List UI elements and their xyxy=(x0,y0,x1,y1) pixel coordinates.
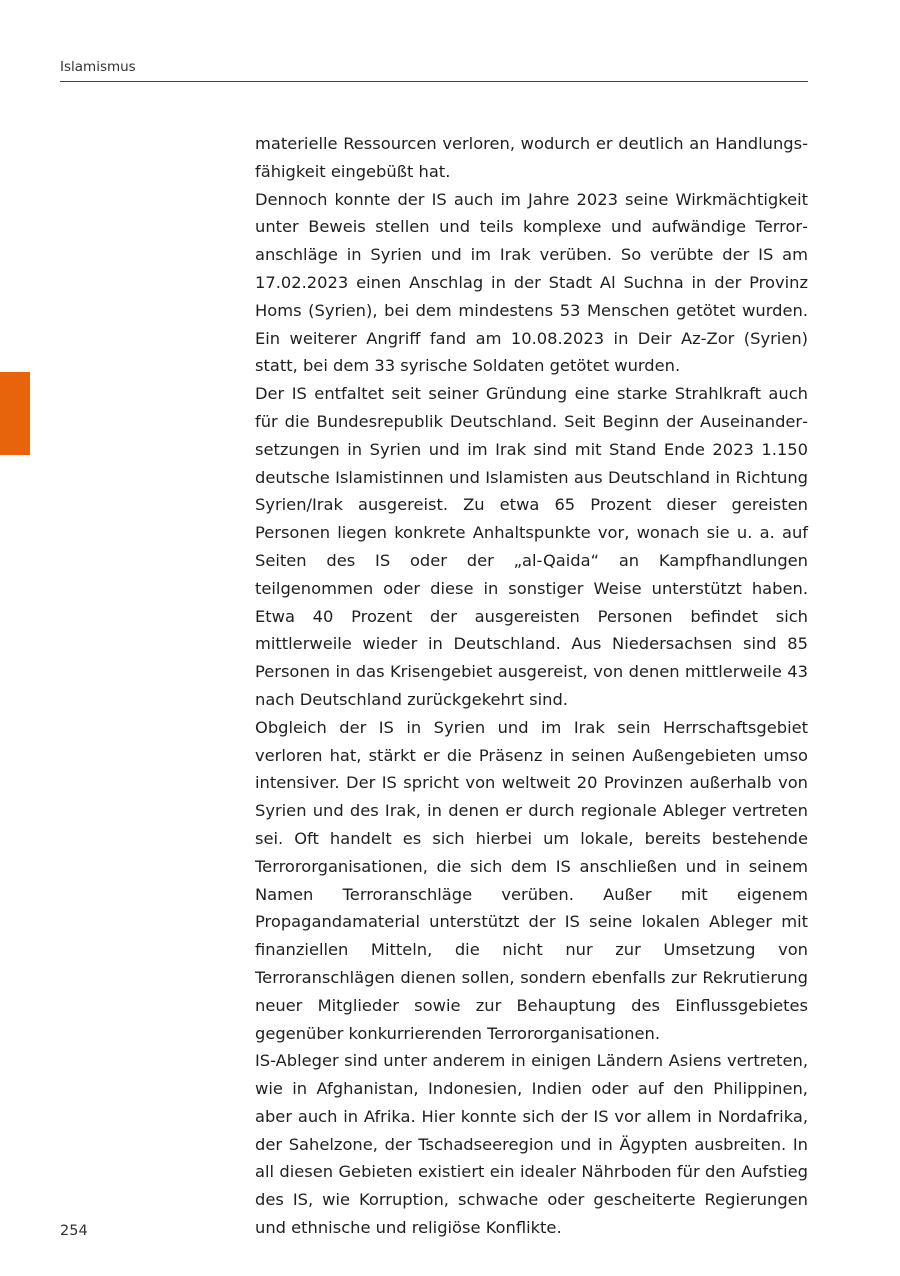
header-divider xyxy=(60,81,808,82)
chapter-side-marker xyxy=(0,372,30,455)
page-number: 254 xyxy=(60,1223,88,1239)
body-text xyxy=(255,130,808,1242)
paragraph-1: materielle Ressourcen verloren, wodurch er deutlich an Handlungsfähigkeit eingebüßt hat. xyxy=(255,134,808,181)
paragraph-5: IS-Ableger sind unter anderem in einigen Ländern Asiens vertreten, wie in Afghanistan, Indonesien, Indien oder auf den Philippinen, aber auch in Afrika. Hier konnte sich der IS vor allem in Nordafrika, der Sahelzone, der Tschadseeregion und in Ägypten ausbreiten. In all diesen Gebieten existiert ein idealer Nährboden für den Aufstieg des IS, wie Korruption, schwache oder gescheiterte Regierungen und ethnische und religiöse Konflikte. xyxy=(255,1051,808,1238)
paragraph-4: Obgleich der IS in Syrien und im Irak sein Herrschaftsgebiet verloren hat, stärkt er die Präsenz in seinen Außengebieten umso intensiver. Der IS spricht von weltweit 20 Provinzen außerhalb von Syrien und des Irak, in denen er durch regionale Ableger vertreten sei. Oft handelt es sich hierbei um lokale, bereits bestehende Terrororganisationen, die sich dem IS anschließen und in seinem Namen Terroranschläge verüben. Außer mit eigenem Propagandamaterial unterstützt der IS seine lokalen Ableger mit finanziellen Mitteln, die nicht nur zur Umsetzung von Terroranschlägen dienen sollen, sondern ebenfalls zur Rekrutierung neuer Mitglieder sowie zur Behauptung des Einflussgebietes gegenüber konkurrierenden Terrororganisationen. xyxy=(255,717,808,1043)
running-header-title: Islamismus xyxy=(60,59,136,75)
paragraph-2: Dennoch konnte der IS auch im Jahre 2023 seine Wirkmächtigkeit unter Beweis stellen und teils komplexe und aufwändige Terroranschläge in Syrien und im Irak verüben. So verübte der IS am 17.02.2023 einen Anschlag in der Stadt Al Suchna in der Provinz Homs (Syrien), bei dem mindestens 53 Menschen getötet wurden. Ein weiterer Angriff fand am 10.08.2023 in Deir Az-Zor (Syrien) statt, bei dem 33 syrische Soldaten getötet wurden. xyxy=(255,189,808,376)
paragraph-3: Der IS entfaltet seit seiner Gründung eine starke Strahlkraft auch für die Bundesrepublik Deutschland. Seit Beginn der Auseinandersetzungen in Syrien und im Irak sind mit Stand Ende 2023 1.150 deutsche Islamistinnen und Islamisten aus Deutschland in Richtung Syrien/Irak ausgereist. Zu etwa 65 Prozent dieser gereisten Personen liegen konkrete Anhaltspunkte vor, wonach sie u. a. auf Seiten des IS oder der „al-Qaida“ an Kampfhandlungen teilgenommen oder diese in sonstiger Weise unterstützt haben. Etwa 40 Prozent der ausgereisten Personen befindet sich mittlerweile wieder in Deutschland. Aus Niedersachsen sind 85 Personen in das Krisengebiet ausgereist, von denen mittlerweile 43 nach Deutschland zurückgekehrt sind. xyxy=(255,384,808,709)
